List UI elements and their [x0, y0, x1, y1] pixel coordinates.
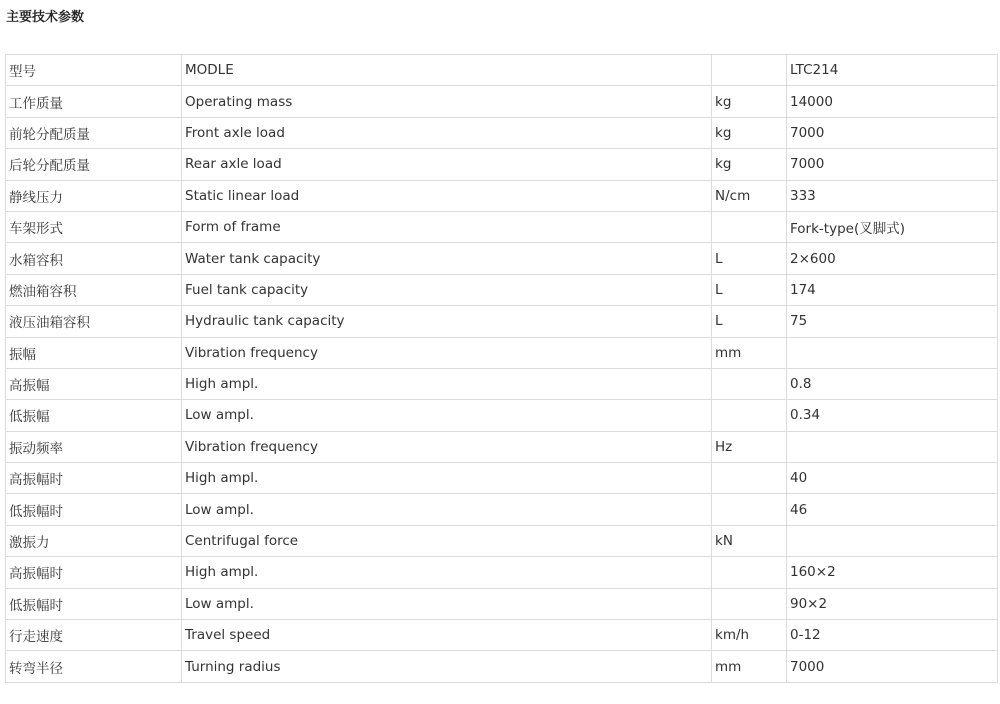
specs-table	[5, 54, 998, 683]
param-unit: N/cm	[712, 180, 787, 211]
param-name-en: Low ampl.	[182, 494, 712, 525]
param-name-cn: 振动频率	[6, 431, 182, 462]
table-row	[6, 306, 998, 337]
param-name-en: Rear axle load	[182, 149, 712, 180]
param-value: 0.34	[787, 400, 998, 431]
param-value: 7000	[787, 149, 998, 180]
param-value: 14000	[787, 86, 998, 117]
param-name-en: Front axle load	[182, 117, 712, 148]
param-unit: km/h	[712, 620, 787, 651]
param-unit	[712, 211, 787, 242]
table-row	[6, 463, 998, 494]
param-value: 7000	[787, 651, 998, 682]
page-title: 主要技术参数	[6, 10, 85, 25]
param-value: 90×2	[787, 588, 998, 619]
param-value: LTC214	[787, 55, 998, 86]
param-unit	[712, 494, 787, 525]
param-value: 174	[787, 274, 998, 305]
param-unit: kg	[712, 149, 787, 180]
param-name-cn: 高振幅时	[6, 463, 182, 494]
param-unit: L	[712, 306, 787, 337]
table-row	[6, 243, 998, 274]
table-row	[6, 149, 998, 180]
table-row	[6, 337, 998, 368]
param-name-en: Form of frame	[182, 211, 712, 242]
table-row	[6, 588, 998, 619]
param-name-en: Low ampl.	[182, 588, 712, 619]
param-name-en: MODLE	[182, 55, 712, 86]
param-value: 0-12	[787, 620, 998, 651]
param-value: 2×600	[787, 243, 998, 274]
param-name-cn: 车架形式	[6, 211, 182, 242]
param-unit	[712, 557, 787, 588]
table-row	[6, 86, 998, 117]
table-row	[6, 180, 998, 211]
table-row	[6, 117, 998, 148]
param-name-cn: 后轮分配质量	[6, 149, 182, 180]
param-unit	[712, 368, 787, 399]
table-row	[6, 494, 998, 525]
table-row	[6, 557, 998, 588]
param-name-cn: 低振幅时	[6, 588, 182, 619]
param-name-cn: 激振力	[6, 525, 182, 556]
param-unit: L	[712, 274, 787, 305]
table-row	[6, 651, 998, 682]
param-value: 40	[787, 463, 998, 494]
param-name-en: Vibration frequency	[182, 431, 712, 462]
param-name-cn: 工作质量	[6, 86, 182, 117]
param-name-en: Low ampl.	[182, 400, 712, 431]
param-name-cn: 低振幅	[6, 400, 182, 431]
param-name-cn: 前轮分配质量	[6, 117, 182, 148]
table-row	[6, 368, 998, 399]
param-unit	[712, 588, 787, 619]
param-unit	[712, 400, 787, 431]
param-name-cn: 高振幅时	[6, 557, 182, 588]
param-value: 160×2	[787, 557, 998, 588]
param-unit	[712, 463, 787, 494]
param-value: 46	[787, 494, 998, 525]
param-value	[787, 337, 998, 368]
param-value: 75	[787, 306, 998, 337]
param-name-cn: 型号	[6, 55, 182, 86]
param-name-cn: 高振幅	[6, 368, 182, 399]
param-name-en: Water tank capacity	[182, 243, 712, 274]
param-name-en: Turning radius	[182, 651, 712, 682]
param-name-en: Operating mass	[182, 86, 712, 117]
param-name-cn: 低振幅时	[6, 494, 182, 525]
param-value: 0.8	[787, 368, 998, 399]
param-unit: mm	[712, 337, 787, 368]
param-value	[787, 525, 998, 556]
table-row	[6, 400, 998, 431]
param-unit: kg	[712, 117, 787, 148]
param-name-en: High ampl.	[182, 368, 712, 399]
param-name-en: Fuel tank capacity	[182, 274, 712, 305]
param-name-en: Static linear load	[182, 180, 712, 211]
param-name-cn: 液压油箱容积	[6, 306, 182, 337]
param-value: 7000	[787, 117, 998, 148]
table-row	[6, 620, 998, 651]
param-name-cn: 燃油箱容积	[6, 274, 182, 305]
param-name-en: Centrifugal force	[182, 525, 712, 556]
param-name-en: High ampl.	[182, 557, 712, 588]
param-name-en: Travel speed	[182, 620, 712, 651]
param-name-cn: 振幅	[6, 337, 182, 368]
param-name-en: Hydraulic tank capacity	[182, 306, 712, 337]
param-name-en: Vibration frequency	[182, 337, 712, 368]
param-unit	[712, 55, 787, 86]
param-unit: kN	[712, 525, 787, 556]
param-name-cn: 静线压力	[6, 180, 182, 211]
table-row	[6, 211, 998, 242]
param-unit: Hz	[712, 431, 787, 462]
param-value	[787, 431, 998, 462]
table-row	[6, 525, 998, 556]
param-name-cn: 行走速度	[6, 620, 182, 651]
table-row	[6, 55, 998, 86]
param-unit: mm	[712, 651, 787, 682]
param-unit: kg	[712, 86, 787, 117]
param-unit: L	[712, 243, 787, 274]
param-name-cn: 水箱容积	[6, 243, 182, 274]
table-row	[6, 431, 998, 462]
param-value: 333	[787, 180, 998, 211]
param-name-en: High ampl.	[182, 463, 712, 494]
param-name-cn: 转弯半径	[6, 651, 182, 682]
table-row	[6, 274, 998, 305]
param-value: Fork-type(叉脚式)	[787, 211, 998, 242]
